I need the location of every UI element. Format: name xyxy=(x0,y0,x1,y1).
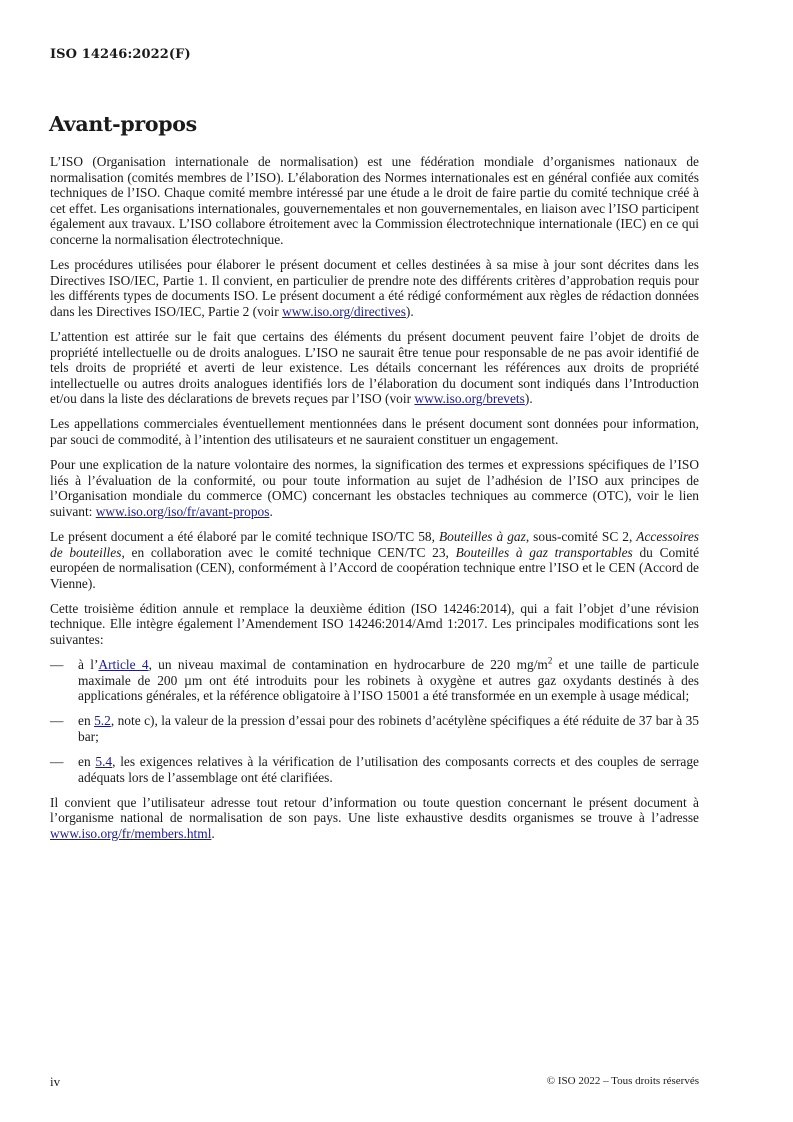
document-id: ISO 14246:2022(F) xyxy=(50,47,191,62)
link-article-4[interactable]: Article 4 xyxy=(98,657,149,673)
foreword-body xyxy=(50,154,699,851)
paragraph-trade-names: Les appellations commerciales éventuellement mentionnées dans le présent document sont données pour information, par souci de commodité, à l’intention des utilisateurs et ne sauraient constituer un engagement. xyxy=(50,416,699,447)
dash-bullet: — xyxy=(50,713,64,729)
link-section-5-4[interactable]: 5.4 xyxy=(95,754,113,770)
paragraph-committee: Le présent document a été élaboré par le comité technique ISO/TC 58, Bouteilles à gaz, sous-comité SC 2, Accessoires de bouteilles, en collaboration avec le comité technique CEN/TC 23, Bouteilles à gaz transportables du Comité européen de normalisation (CEN), conformément à l’Accord de coopération technique entre l’ISO et le CEN (Accord de Vienne). xyxy=(50,528,700,591)
paragraph-feedback: Il convient que l’utilisateur adresse tout retour d’information ou toute question concernant le présent document à l’organisme national de normalisation de son pays. Une liste exhaustive desdits organismes se trouve à l’adresse www.iso.org/fr/members.html. xyxy=(50,794,699,841)
page-number: iv xyxy=(50,1074,61,1089)
link-avant-propos[interactable]: www.iso.org/iso/fr/avant-propos xyxy=(95,503,270,519)
link-brevets[interactable]: www.iso.org/brevets xyxy=(414,391,525,407)
changes-list xyxy=(50,657,699,785)
page-title: Avant-propos xyxy=(49,112,197,136)
paragraph-procedures: Les procédures utilisées pour élaborer le présent document et celles destinées à sa mise à jour sont décrites dans les Directives ISO/IEC, Partie 1. Il convient, en particulier de prendre note des différents critères d’approbation requis pour les différents types de documents ISO. Le présent document a été rédigé conformément aux règles de rédaction données dans les Directives ISO/IEC, Partie 2 (voir www.iso.org/directives). xyxy=(50,257,699,319)
copyright-notice: © ISO 2022 – Tous droits réservés xyxy=(546,1075,699,1087)
dash-bullet: — xyxy=(50,754,64,770)
list-item: — à l’Article 4, un niveau maximal de contamination en hydrocarbure de 220 $mg/m^2$ et une taille de particule maximale de 200 µm ont été introduits pour les robinets à oxygène et autres gaz oxydants destinés à des applications générales, et la référence obligatoire à l’ISO 15001 a été transformée en un exemple à usage médical; xyxy=(50,655,699,704)
link-section-5-2[interactable]: 5.2 xyxy=(94,713,111,729)
paragraph-iso-intro: L’ISO (Organisation internationale de normalisation) est une fédération mondiale d’organismes nationaux de normalisation (comités membres de l’ISO). L’élaboration des Normes internationales est en général confiée aux comités techniques de l’ISO. Chaque comité membre intéressé par une étude a le droit de faire partie du comité technique créé à cet effet. Les organisations internationales, gouvernementales et non gouvernementales, en liaison avec l’ISO participent également aux travaux. L’ISO collabore étroitement avec la Commission électrotechnique internationale (IEC) en ce qui concerne la normalisation électrotechnique. xyxy=(50,154,699,247)
link-members[interactable]: www.iso.org/fr/members.html xyxy=(50,825,212,841)
link-directives[interactable]: www.iso.org/directives xyxy=(282,303,406,319)
list-item: — en 5.2, note c), la valeur de la pression d’essai pour des robinets d’acétylène spécifiques a été réduite de 37 bar à 35 bar; xyxy=(50,713,699,744)
dash-bullet: — xyxy=(50,657,64,673)
paragraph-edition: Cette troisième édition annule et remplace la deuxième édition (ISO 14246:2014), qui a fait l’objet d’une révision technique. Elle intègre également l’Amendement ISO 14246:2014/Amd 1:2017. Les principales modifications sont les suivantes: xyxy=(50,600,699,648)
paragraph-patents: L’attention est attirée sur le fait que certains des éléments du présent document peuvent faire l’objet de droits de propriété intellectuelle ou de droits analogues. L’ISO ne saurait être tenue pour responsable de ne pas avoir identifié de tels droits de propriété et averti de leur existence. Les détails concernant les références aux droits de propriété intellectuelle ou autres droits analogues identifiés lors de l’élaboration du document sont indiqués dans l’Introduction et/ou dans la liste des déclarations de brevets reçues par l’ISO (voir www.iso.org/brevets). xyxy=(50,328,699,407)
list-item: — en 5.4, les exigences relatives à la vérification de l’utilisation des composants corrects et des couples de serrage adéquats lors de l’assemblage ont été clarifiées. xyxy=(50,754,699,785)
paragraph-voluntary-nature: Pour une explication de la nature volontaire des normes, la signification des termes et expressions spécifiques de l’ISO liés à l’évaluation de la conformité, ou pour toute information au sujet de l’adhésion de l’ISO aux principes de l’Organisation mondiale du commerce (OMC) concernant les obstacles techniques au commerce (OTC), voir le lien suivant: www.iso.org/iso/fr/avant-propos. xyxy=(50,457,699,519)
